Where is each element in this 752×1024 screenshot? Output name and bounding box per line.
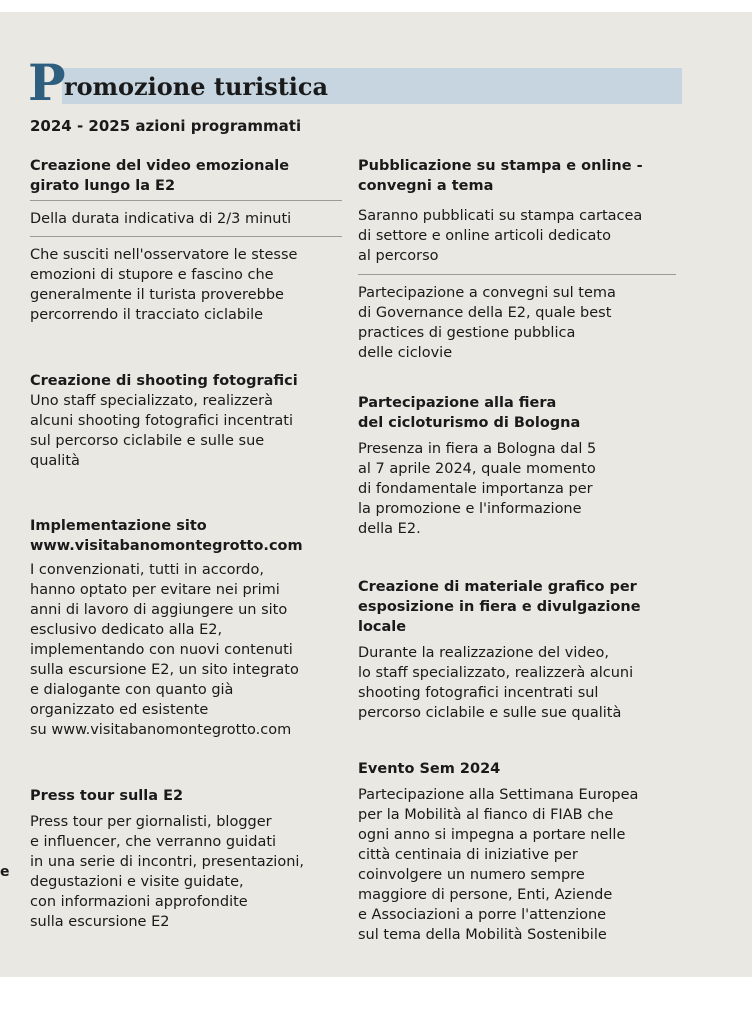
section-text: Partecipazione a convegni sul tema di Governance della E2, quale best practices di gestione pubblica delle ciclovie xyxy=(358,285,616,361)
section-shooting xyxy=(30,371,342,471)
page-title: romozione turistica xyxy=(64,72,329,101)
title-initial: P xyxy=(28,53,66,112)
section-text: Press tour per giornalisti, blogger e influencer, che verranno guidati in una serie di incontri, presentazioni, degustazioni e visite guidate, con informazioni approfondite sulla escursione E2 xyxy=(30,814,305,930)
section-text: Che susciti nell'osservatore le stesse emozioni di stupore e fascino che generalmente il turista proverebbe percorrendo il tracciato ciclabile xyxy=(30,247,298,323)
section-press xyxy=(30,786,342,932)
section-text: Uno staff specializzato, realizzerà alcuni shooting fotografici incentrati sul percorso ciclabile e sulle sue qualità xyxy=(30,393,293,469)
section-video xyxy=(30,156,342,325)
section-heading: Press tour sulla E2 xyxy=(30,788,184,804)
section-text: Saranno pubblicati su stampa cartacea di settore e online articoli dedicato al percorso xyxy=(358,208,643,264)
section-heading: Creazione del video emozionale girato lungo la E2 xyxy=(30,158,290,194)
divider xyxy=(358,274,676,275)
section-sito xyxy=(30,516,342,740)
side-letter: e xyxy=(0,864,10,880)
section-heading: Creazione di shooting fotografici xyxy=(30,373,298,389)
section-heading: Implementazione sito www.visitabanomontegrotto.com xyxy=(30,518,303,554)
divider xyxy=(30,236,342,237)
section-heading: Partecipazione alla fiera del cicloturismo di Bologna xyxy=(358,395,581,431)
section-heading: Pubblicazione su stampa e online - convegni a tema xyxy=(358,158,643,194)
right-column xyxy=(358,156,676,945)
divider xyxy=(30,200,342,201)
section-stampa xyxy=(358,156,676,363)
section-heading: Creazione di materiale grafico per esposizione in fiera e divulgazione locale xyxy=(358,579,641,635)
section-text: Durante la realizzazione del video, lo staff specializzato, realizzerà alcuni shooting fotografici incentrati sul percorso ciclabile e sulle sue qualità xyxy=(358,645,634,721)
section-text: Partecipazione alla Settimana Europea per la Mobilità al fianco di FIAB che ogni anno si impegna a portare nelle città centinaia di iniziative per coinvolgere un numero sempre maggiore di persone, Enti, Aziende e Associazioni a porre l'attenzione sul tema della Mobilità Sostenibile xyxy=(358,787,639,943)
section-materiale xyxy=(358,577,676,723)
section-text: Della durata indicativa di 2/3 minuti xyxy=(30,211,292,227)
section-text: Presenza in fiera a Bologna dal 5 al 7 aprile 2024, quale momento di fondamentale importanza per la promozione e l'informazione della E2. xyxy=(358,441,597,537)
section-sem xyxy=(358,759,676,945)
section-heading: Evento Sem 2024 xyxy=(358,761,501,777)
page-subtitle: 2024 - 2025 azioni programmati xyxy=(30,117,302,135)
left-column xyxy=(30,156,342,932)
section-text: I convenzionati, tutti in accordo, hanno optato per evitare nei primi anni di lavoro di aggiungere un sito esclusivo dedicato alla E2, implementando con nuovi contenuti sulla escursione E2, un sito integrato e dialogante con quanto già organizzato ed esistente su www.visitabanomontegrotto.com xyxy=(30,562,299,738)
section-fiera xyxy=(358,393,676,539)
